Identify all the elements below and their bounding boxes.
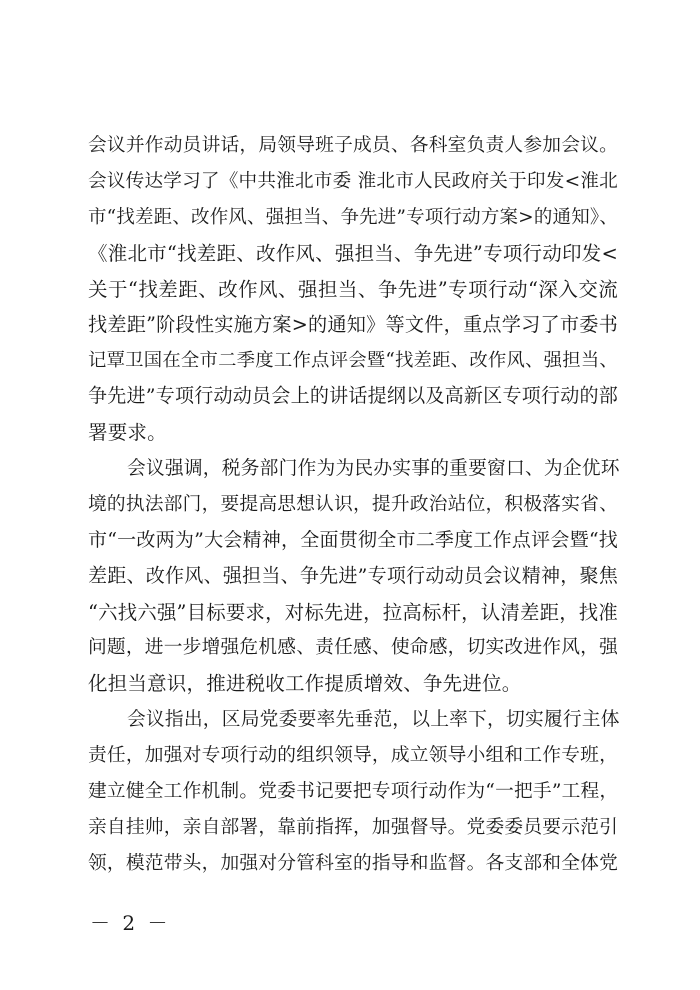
- text-line: 争先进”专项行动动员会上的讲话提纲以及高新区专项行动的部: [88, 385, 618, 408]
- text-line: 关于“找差距、改作风、强担当、争先进”专项行动“深入交流: [88, 277, 618, 301]
- text-line: 《淮北市“找差距、改作风、强担当、争先进”专项行动印发<: [88, 241, 618, 265]
- body-text: [88, 128, 618, 882]
- text-line: 会议指出，区局党委要率先垂范，以上率下，切实履行主体: [127, 709, 620, 731]
- text-line: 找差距”阶段性实施方案>的通知》等文件，重点学习了市委书: [88, 313, 618, 337]
- text-line: 亲自挂帅，亲自部署，靠前指挥，加强督导。党委委员要示范引: [88, 816, 618, 838]
- text-line: 领，模范带头，加强对分管科室的指导和监督。各支部和全体党: [88, 852, 618, 874]
- text-line: 记覃卫国在全市二季度工作点评会暨“找差距、改作风、强担当、: [88, 350, 618, 372]
- text-line: 署要求。: [88, 421, 167, 445]
- text-line: 问题，进一步增强危机感、责任感、使命感，切实改进作风，强: [88, 637, 618, 659]
- text-line: 建立健全工作机制。党委书记要把专项行动作为“一把手”工程，: [88, 781, 619, 803]
- text-line: 责任，加强对专项行动的组织领导，成立领导小组和工作专班，: [88, 745, 618, 767]
- text-line: “六找六强”目标要求，对标先进，拉高标杆，认清差距，找准: [88, 600, 618, 624]
- text-line: 差距、改作风、强担当、争先进”专项行动动员会议精神，聚焦: [88, 564, 618, 587]
- text-line: 市“找差距、改作风、强担当、争先进”专项行动方案>的通知》、: [88, 206, 618, 228]
- text-line: 会议并作动员讲话，局领导班子成员、各科室负责人参加会议。: [88, 135, 618, 156]
- text-line: 会议传达学习了《中共淮北市委 淮北市人民政府关于印发<淮北: [88, 170, 618, 192]
- text-line: 化担当意识，推进税收工作提质增效、争先进位。: [88, 672, 522, 696]
- text-line: 市“一改两为”大会精神，全面贯彻全市二季度工作点评会暨“找: [88, 528, 618, 551]
- text-line: 境的执法部门，要提高思想认识，提升政治站位，积极落实省、: [88, 493, 618, 515]
- page-number: － 2 －: [90, 911, 171, 935]
- text-line: 会议强调，税务部门作为为民办实事的重要窗口、为企优环: [127, 458, 620, 480]
